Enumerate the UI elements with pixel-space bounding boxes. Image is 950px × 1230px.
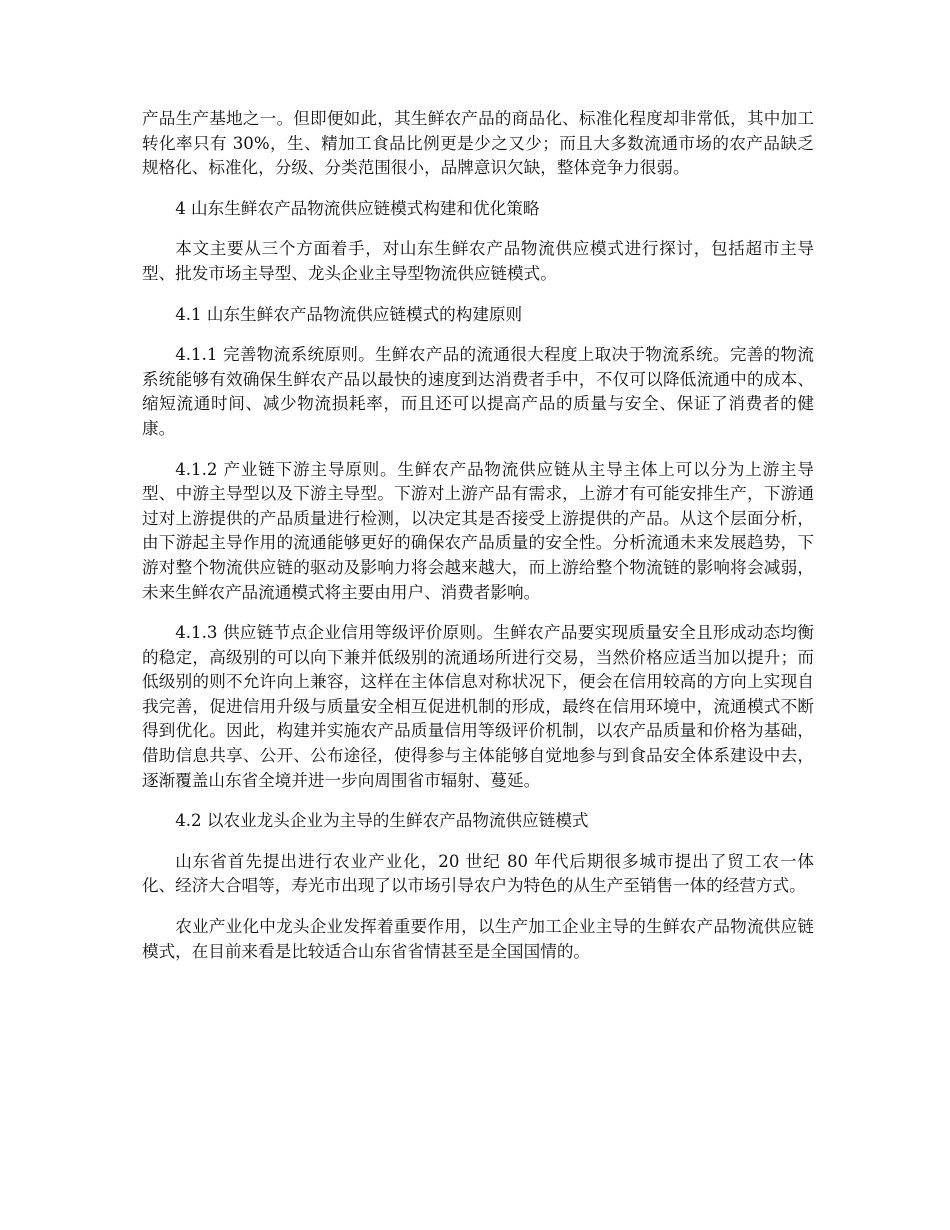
section-heading-4: 4 山东生鲜农产品物流供应链模式构建和优化策略 [175, 198, 540, 218]
section-heading-4-2: 4.2 以农业龙头企业为主导的生鲜农产品物流供应链模式 [175, 811, 589, 831]
paragraph-leading-enterprise: 农业产业化中龙头企业发挥着重要作用，以生产加工企业主导的生鲜农产品物流供应链模式，在目前来看是比较适合山东省省情甚至是全国国情的。 [142, 917, 814, 961]
paragraph-4-1-3: 4.1.3 供应链节点企业信用等级评价原则。生鲜农产品要实现质量安全且形成动态均衡的稳定，高级别的可以向下兼并低级别的流通场所进行交易，当然价格应适当加以提升；而低级别的则不允许向上兼容，这样在主体信息对称状况下，便会在信用较高的方向上实现自我完善，促进信用升级与质量安全相互促进机制的形成，最终在信用环境中，流通模式不断得到优化。因此，构建并实施农产品质量信用等级评价机制，以农产品质量和价格为基础，借助信息共享、公开、公布途径，使得参与主体能够自觉地参与到食品安全体系建设中去，逐渐覆盖山东省全境并进一步向周围省市辐射、蔓延。 [142, 623, 814, 790]
paragraph-4-1-1: 4.1.1 完善物流系统原则。生鲜农产品的流通很大程度上取决于物流系统。完善的物流系统能够有效确保生鲜农产品以最快的速度到达消费者手中，不仅可以降低流通中的成本、缩短流通时间、减少物流损耗率，而且还可以提高产品的质量与安全、保证了消费者的健康。 [142, 345, 814, 438]
paragraph-intro: 本文主要从三个方面着手，对山东生鲜农产品物流供应模式进行探讨，包括超市主导型、批发市场主导型、龙头企业主导型物流供应链模式。 [142, 239, 814, 283]
paragraph-continued: 产品生产基地之一。但即便如此，其生鲜农产品的商品化、标准化程度却非常低，其中加工转化率只有 30%，生、精加工食品比例更是少之又少；而且大多数流通市场的农产品缺乏规格化、标准化，分级、分类范围很小，品牌意识欠缺，整体竞争力很弱。 [142, 109, 814, 178]
paragraph-4-1-2: 4.1.2 产业链下游主导原则。生鲜农产品物流供应链从主导主体上可以分为上游主导型、中游主导型以及下游主导型。下游对上游产品有需求，上游才有可能安排生产，下游通过对上游提供的产品质量进行检测，以决定其是否接受上游提供的产品。从这个层面分析，由下游起主导作用的流通能够更好的确保农产品质量的安全性。分析流通未来发展趋势，下游对整个物流供应链的驱动及影响力将会越来越大，而上游给整个物流链的影响将会减弱，未来生鲜农产品流通模式将主要由用户、消费者影响。 [142, 459, 814, 602]
section-heading-4-1: 4.1 山东生鲜农产品物流供应链模式的构建原则 [175, 304, 523, 324]
paragraph-industrialization: 山东省首先提出进行农业产业化，20 世纪 80 年代后期很多城市提出了贸工农一体化、经济大合唱等，寿光市出现了以市场引导农户为特色的从生产至销售一体的经营方式。 [142, 851, 814, 896]
document-body [142, 107, 814, 980]
